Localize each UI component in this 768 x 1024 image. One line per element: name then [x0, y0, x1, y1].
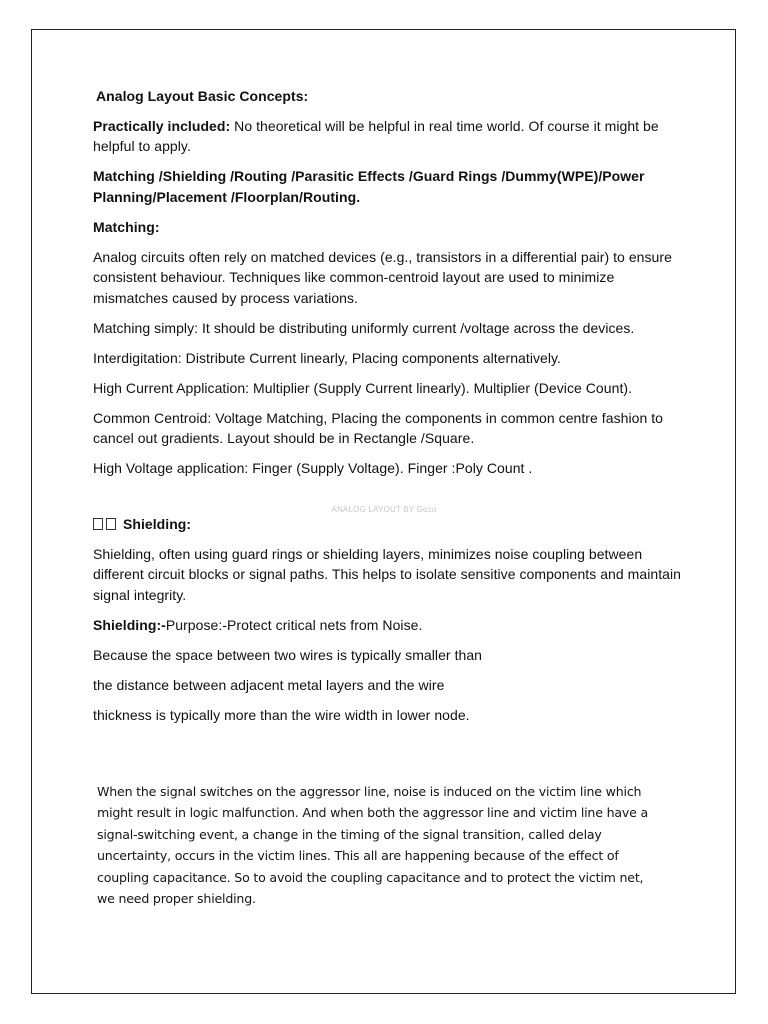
matching-paragraph-2: Matching simply: It should be distributing uniformly current /voltage across the devices.	[93, 319, 635, 336]
shielding-line-3: thickness is typically more than the wire width in lower node.	[93, 706, 470, 723]
missing-glyph-icon	[106, 518, 116, 530]
shielding-intro: Shielding, often using guard rings or shielding layers, minimizes noise coupling between different circuit blocks or signal paths. This helps to isolate sensitive components and maintain signal integrity.	[93, 545, 681, 603]
watermark: ANALOG LAYOUT BY Gozo	[331, 505, 437, 514]
practically-label: Practically included:	[93, 117, 231, 134]
matching-paragraph-6: High Voltage application: Finger (Supply Voltage). Finger :Poly Count .	[93, 460, 533, 476]
shielding-heading-line	[93, 514, 683, 535]
document-body	[93, 86, 683, 735]
missing-glyph-icon	[93, 518, 103, 530]
matching-paragraph-4: High Current Application: Multiplier (Supply Current linearly). Multiplier (Device Count).	[93, 379, 633, 396]
matching-paragraph-5: Common Centroid: Voltage Matching, Placing the components in common centre fashion to cancel out gradients. Layout should be in Rectangle /Square.	[93, 409, 663, 446]
embedded-text-image: When the signal switches on the aggressor line, noise is induced on the victim line which might result in logic malfunction. And when both the aggressor line and victim line have a signal-switching event, a change in the timing of the signal transition, called delay uncertainty, occurs in the victim lines. This all are happening because of the effect of coupling capacitance. So to avoid the coupling capacitance and to protect the victim net, we need proper shielding.	[97, 784, 648, 907]
topics-line: Matching /Shielding /Routing /Parasitic Effects /Guard Rings /Dummy(WPE)/Power Planning/Placement /Floorplan/Routing.	[93, 168, 645, 205]
matching-paragraph-1: Analog circuits often rely on matched devices (e.g., transistors in a differential pair) to ensure consistent behaviour. Techniques like common-centroid layout are used to minimize mismatches caused by process variations.	[93, 248, 672, 306]
shielding-heading: Shielding:	[122, 515, 192, 532]
shielding-purpose-label: Shielding:-	[93, 616, 166, 633]
practically-text: No theoretical will be helpful in real time world. Of course it might be helpful to apply.	[93, 117, 659, 154]
matching-heading: Matching:	[93, 218, 160, 235]
shielding-line-2: the distance between adjacent metal layers and the wire	[93, 676, 445, 693]
matching-paragraph-3: Interdigitation: Distribute Current linearly, Placing components alternatively.	[93, 349, 561, 366]
shielding-line-1: Because the space between two wires is typically smaller than	[93, 646, 483, 663]
practically-paragraph	[93, 116, 683, 157]
document-title: Analog Layout Basic Concepts:	[96, 88, 309, 104]
shielding-purpose	[93, 615, 683, 636]
shielding-purpose-text: Purpose:-Protect critical nets from Noise.	[165, 616, 423, 633]
